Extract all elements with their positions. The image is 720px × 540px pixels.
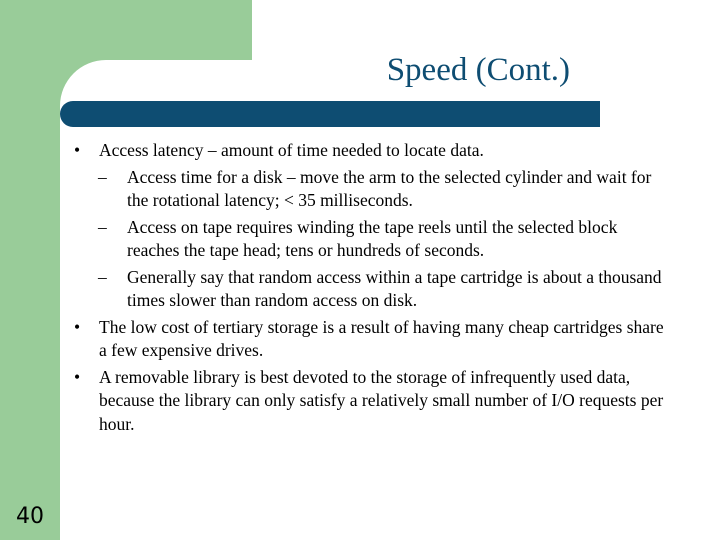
bullet-text: A removable library is best devoted to the storage of infrequently used data, because the library can only satisfy a relatively small number of I/O requests per hour. <box>99 366 664 434</box>
sub-bullet-text: Generally say that random access within a tape cartridge is about a thousand times slower than random access on disk. <box>127 266 662 310</box>
dash-marker: – <box>98 216 107 237</box>
bullet-item <box>74 316 674 363</box>
bullet-item <box>74 366 674 437</box>
sub-bullet-text: Access on tape requires winding the tape reels until the selected block reaches the tape head; tens or hundreds of seconds. <box>127 216 618 260</box>
bullet-marker: • <box>74 140 81 160</box>
title-rule-bar <box>60 101 600 127</box>
slide-number: 40 <box>16 504 44 529</box>
dash-marker: – <box>98 266 107 287</box>
bullet-text: Access latency – amount of time needed to locate data. <box>99 140 484 160</box>
bullet-item <box>74 139 674 163</box>
bullet-marker: • <box>74 366 81 387</box>
bullet-text: The low cost of tertiary storage is a result of having many cheap cartridges share a few expensive drives. <box>99 316 664 360</box>
sub-bullet-item <box>74 166 674 213</box>
dash-marker: – <box>98 166 107 187</box>
slide-title: Speed (Cont.) <box>386 52 570 88</box>
sub-bullet-item <box>74 216 674 263</box>
sub-bullet-text: Access time for a disk – move the arm to the selected cylinder and wait for the rotational latency; < 35 milliseconds. <box>127 166 652 210</box>
sub-bullet-item <box>74 266 674 313</box>
bullet-marker: • <box>74 316 81 337</box>
bullet-list <box>74 139 674 439</box>
